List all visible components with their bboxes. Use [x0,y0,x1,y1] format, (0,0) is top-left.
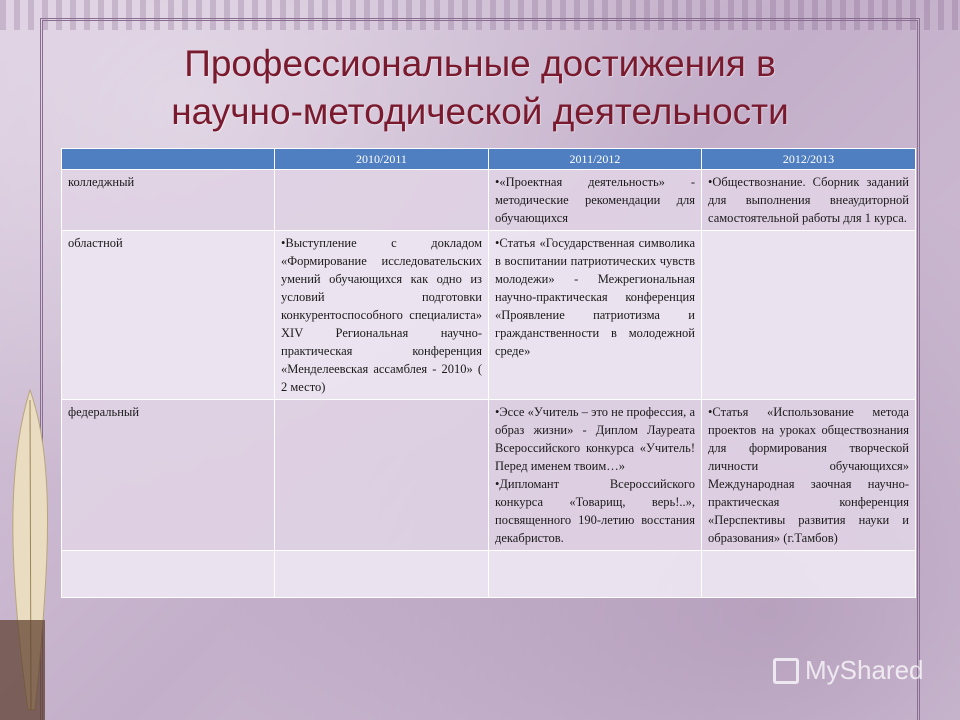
empty-cell [62,551,275,598]
achievements-table [61,148,916,598]
empty-cell [275,551,489,598]
table-header-row [62,149,916,170]
page-title [60,40,900,136]
achievement-cell [702,400,916,551]
level-cell: федеральный [62,400,275,551]
header-cell: 2011/2012 [489,149,702,170]
achievement-cell [275,170,489,231]
level-cell: колледжный [62,170,275,231]
achievement-item: • «Проектная деятельность» - методические рекомендации для обучающихся [495,173,695,227]
achievement-item: • Выступление с докладом «Формирование исследовательских умений обучающихся как одно из условий подготовки конкурентоспособного специалиста» XIV Региональная научно-практическая конференция «Менделеевская ассамблея - 2010» ( 2 место) [281,234,482,396]
achievement-item: • Обществознание. Сборник заданий для выполнения внеаудиторной самостоятельной работы для 1 курса. [708,173,909,227]
achievement-item: • Статья «Государственная символика в воспитании патриотических чувств молодежи» - Межрегиональная научно-практическая конференция «Проявление патриотизма и гражданственности в молодежной среде» [495,234,695,360]
achievement-cell [275,231,489,400]
title-line-1: Профессиональные достижения в [184,43,776,84]
achievement-cell [702,170,916,231]
achievement-cell [489,170,702,231]
achievements-table-wrap [61,148,915,598]
table-row [62,231,916,400]
header-cell [62,149,275,170]
achievement-item: • Статья «Использование метода проектов на уроках обществознания для формирования творческой личности обучающихся» Международная заочная научно-практическая конференция «Перспективы развития науки и образования» (г.Тамбов) [708,403,909,547]
achievement-item: • Дипломант Всероссийского конкурса «Товарищ, верь!..», посвященного 190-летию восстания декабристов. [495,475,695,547]
watermark-logo [773,655,924,686]
achievement-item: • Эссе «Учитель – это не профессия, а образ жизни» - Диплом Лауреата Всероссийского конкурса «Учитель! Перед именем твоим…» [495,403,695,475]
achievement-cell [489,231,702,400]
table-row [62,400,916,551]
table-row-empty [62,551,916,598]
empty-cell [702,551,916,598]
level-cell: областной [62,231,275,400]
achievement-cell [702,231,916,400]
achievement-cell [489,400,702,551]
header-cell: 2012/2013 [702,149,916,170]
achievement-cell [275,400,489,551]
empty-cell [489,551,702,598]
table-row [62,170,916,231]
feather-quill-icon [0,380,60,720]
table-body [62,170,916,598]
myshared-logo-icon [773,658,799,684]
watermark-text: MyShared [805,655,924,685]
title-line-2: научно-методической деятельности [171,91,789,132]
header-cell: 2010/2011 [275,149,489,170]
